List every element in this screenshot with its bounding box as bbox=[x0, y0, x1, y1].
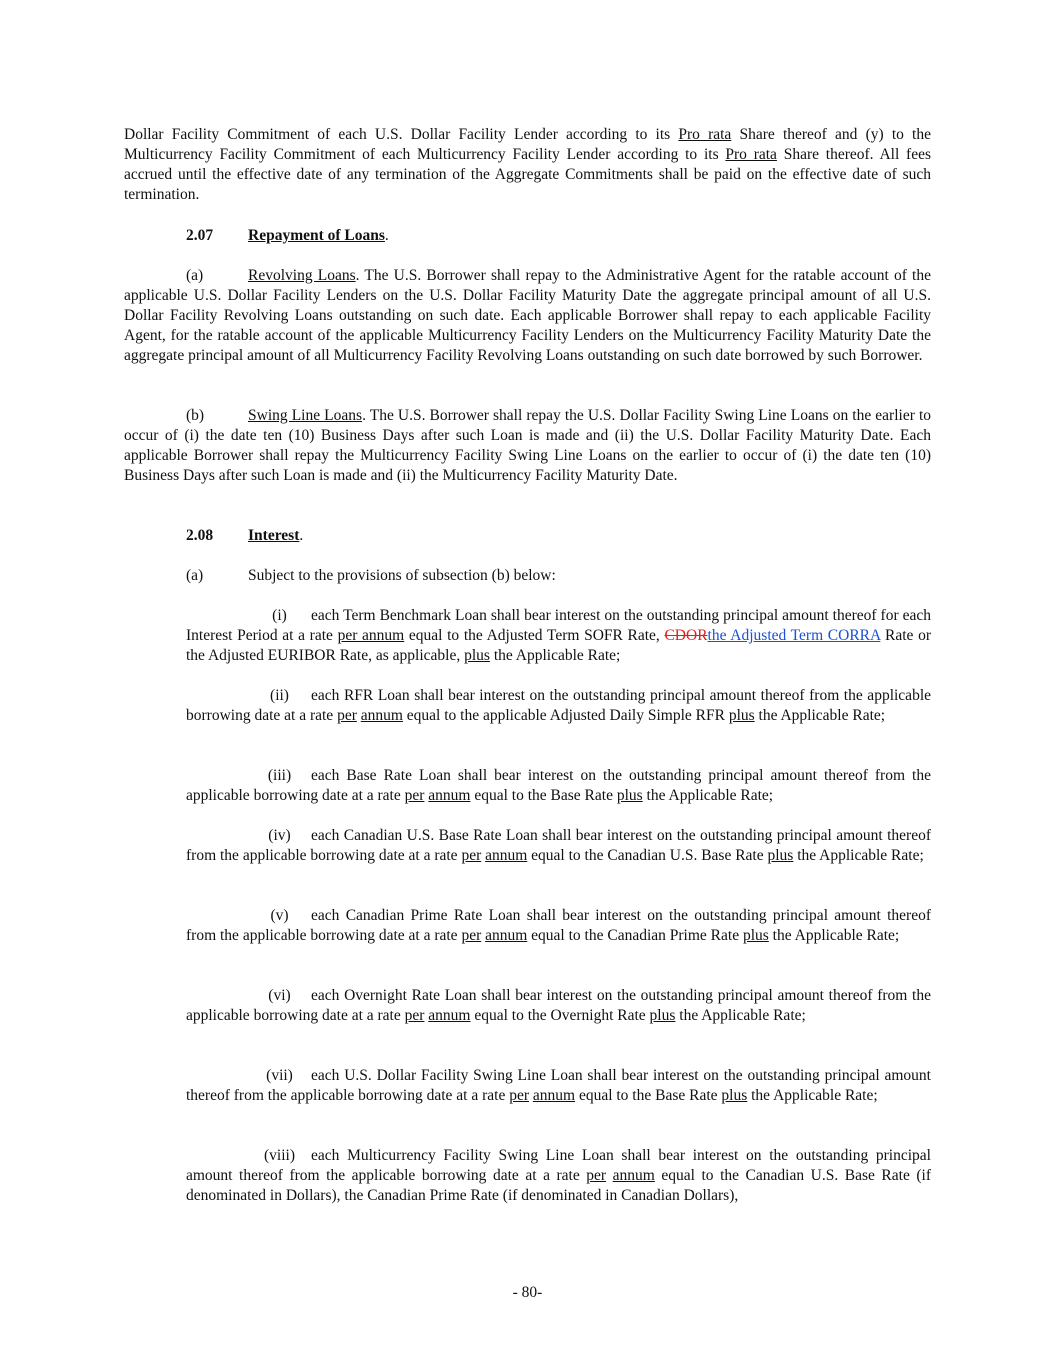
underlined-term: plus bbox=[649, 1007, 676, 1024]
interest-item bbox=[186, 1066, 931, 1106]
text-run: Rate or the Adjusted EURIBOR Rate, as applicable, bbox=[186, 627, 931, 664]
underlined-term: plus bbox=[728, 707, 755, 724]
section-title: Interest bbox=[248, 527, 300, 544]
underlined-term: per bbox=[337, 707, 357, 724]
intro-paragraph bbox=[124, 125, 931, 205]
underlined-term: annum bbox=[360, 707, 403, 724]
text-run: equal to the Overnight Rate bbox=[470, 1007, 650, 1024]
underlined-term: annum bbox=[428, 787, 471, 804]
underlined-term: per bbox=[586, 1167, 607, 1184]
interest-item bbox=[186, 986, 931, 1026]
text-run: each U.S. Dollar Facility Swing Line Loan shall bear interest on the outstanding principal amount thereof from the applicable borrowing date at a rate bbox=[186, 1067, 931, 1104]
text-run: the Applicable Rate; bbox=[768, 927, 900, 944]
text-run: . The U.S. Borrower shall repay to the Administrative Agent for the ratable account of the applicable U.S. Dollar Facility Lenders on the U.S. Dollar Facility Maturity Date the aggregate principal amount of all U.S. Dollar Facility Revolving Loans outstanding on such date. Each applicable Borrower shall repay to each applicable Facility Agent, for the ratable account of the applicable Multicurrency Facility Lenders on the Multicurrency Facility Maturity Date the aggregate principal amount of all Multicurrency Facility Revolving Loans outstanding on such date borrowed by such Borrower. bbox=[124, 267, 931, 364]
item-label: (iv) bbox=[268, 827, 291, 844]
underlined-term: plus bbox=[742, 927, 769, 944]
underlined-term: Pro rata bbox=[678, 126, 732, 143]
interest-item bbox=[186, 686, 931, 726]
item-label: (b) bbox=[186, 407, 205, 424]
text-run: Share thereof and (y) to the Multicurrency Facility Commitment of each Multicurrency Facility Lender according to its bbox=[124, 126, 931, 163]
underlined-term: per annum bbox=[337, 627, 405, 644]
paragraph-2-07-b bbox=[124, 406, 931, 486]
interest-item bbox=[186, 1146, 931, 1206]
deleted-text: CDOR bbox=[664, 627, 708, 644]
interest-item bbox=[186, 906, 931, 946]
item-label: (vi) bbox=[268, 987, 291, 1004]
underlined-term: per bbox=[404, 1007, 425, 1024]
heading-punct: . bbox=[299, 527, 304, 544]
item-label: (ii) bbox=[270, 687, 289, 704]
text-run: equal to the applicable Adjusted Daily Simple RFR bbox=[402, 707, 729, 724]
item-label: (iii) bbox=[267, 767, 292, 784]
underlined-term: annum bbox=[532, 1087, 576, 1104]
item-label: (i) bbox=[272, 607, 287, 624]
text-run: equal to the Canadian Prime Rate bbox=[527, 927, 743, 944]
text-run: the Applicable Rate; bbox=[747, 1087, 878, 1104]
text-run: . The U.S. Borrower shall repay the U.S. Dollar Facility Swing Line Loans on the earlier to occur of (i) the date ten (10) Business Days after such Loan is made and (ii) the U.S. Dollar Facility Maturity Date. Each applicable Borrower shall repay the Multicurrency Facility Swing Line Loans on the earlier to occur of (i) the date ten (10) Business Days after such Loan is made and (ii) the Multicurrency Facility Maturity Date. bbox=[124, 407, 932, 484]
underlined-term: per bbox=[461, 847, 482, 864]
item-label: (v) bbox=[270, 907, 289, 924]
underlined-term: plus bbox=[616, 787, 643, 804]
item-label: (viii) bbox=[264, 1147, 295, 1164]
underlined-term: plus bbox=[464, 647, 490, 664]
item-label: (a) bbox=[186, 267, 204, 284]
underlined-term: Swing Line Loans bbox=[248, 407, 363, 424]
section-title: Repayment of Loans bbox=[248, 227, 385, 244]
underlined-term: Pro rata bbox=[725, 146, 777, 163]
text-run: the Applicable Rate; bbox=[675, 1007, 806, 1024]
page-number: - 80- bbox=[512, 1284, 543, 1301]
text-run: each Multicurrency Facility Swing Line Loan shall bear interest on the outstanding principal amount thereof from the applicable borrowing date at a rate bbox=[186, 1147, 931, 1184]
text-run: equal to the Canadian U.S. Base Rate bbox=[527, 847, 768, 864]
text-run: each RFR Loan shall bear interest on the outstanding principal amount thereof from the applicable borrowing date at a rate bbox=[186, 687, 931, 724]
text-run: each Term Benchmark Loan shall bear interest on the outstanding principal amount thereof for each Interest Period at a rate bbox=[186, 607, 931, 644]
heading-punct: . bbox=[384, 227, 389, 244]
text-run: the Applicable Rate; bbox=[793, 847, 924, 864]
text-run: equal to the Base Rate bbox=[470, 787, 617, 804]
text-run: each Overnight Rate Loan shall bear interest on the outstanding principal amount thereof from the applicable borrowing date at a rate bbox=[186, 987, 931, 1024]
paragraph-2-08-a bbox=[124, 566, 931, 586]
paragraph-body: Subject to the provisions of subsection (b) below: bbox=[248, 567, 556, 584]
text-run: equal to the Adjusted Term SOFR Rate, bbox=[404, 627, 665, 644]
underlined-term: plus bbox=[721, 1087, 748, 1104]
section-2-07-heading bbox=[124, 226, 931, 246]
item-label: (a) bbox=[186, 567, 204, 584]
item-label: (vii) bbox=[266, 1067, 293, 1084]
text-run: each Canadian Prime Rate Loan shall bear interest on the outstanding principal amount thereof from the applicable borrowing date at a rate bbox=[186, 907, 931, 944]
section-number: 2.08 bbox=[186, 527, 214, 544]
underlined-term: plus bbox=[767, 847, 794, 864]
underlined-term: annum bbox=[485, 927, 528, 944]
text-run: Share thereof. All fees accrued until the effective date of any termination of the Aggregate Commitments shall be paid on the effective date of such termination. bbox=[124, 146, 932, 203]
interest-item bbox=[186, 826, 931, 866]
underlined-term: annum bbox=[428, 1007, 471, 1024]
text-run: the Applicable Rate; bbox=[754, 707, 886, 724]
interest-item bbox=[186, 766, 931, 806]
underlined-term: per bbox=[404, 787, 425, 804]
section-2-08-heading bbox=[124, 526, 931, 546]
paragraph-2-07-a bbox=[124, 266, 931, 366]
inserted-text: the Adjusted Term CORRA bbox=[707, 627, 881, 644]
underlined-term: per bbox=[509, 1087, 529, 1104]
text-run: equal to the Base Rate bbox=[575, 1087, 722, 1104]
text-run: the Applicable Rate; bbox=[642, 787, 774, 804]
text-run: equal to the Canadian U.S. Base Rate (if denominated in Dollars), the Canadian Prime Rate (if denominated in Canadian Dollars), bbox=[186, 1167, 931, 1204]
text-run: each Canadian U.S. Base Rate Loan shall bear interest on the outstanding principal amount thereof from the applicable borrowing date at a rate bbox=[186, 827, 931, 864]
underlined-term: Revolving Loans bbox=[248, 267, 356, 284]
underlined-term: annum bbox=[485, 847, 528, 864]
underlined-term: per bbox=[461, 927, 482, 944]
text-run: each Base Rate Loan shall bear interest on the outstanding principal amount thereof from the applicable borrowing date at a rate bbox=[186, 767, 931, 804]
text-run: the Applicable Rate; bbox=[489, 647, 621, 664]
underlined-term: annum bbox=[612, 1167, 655, 1184]
interest-item bbox=[186, 606, 931, 666]
section-number: 2.07 bbox=[186, 227, 214, 244]
text-run: Dollar Facility Commitment of each U.S. Dollar Facility Lender according to its bbox=[124, 126, 679, 143]
